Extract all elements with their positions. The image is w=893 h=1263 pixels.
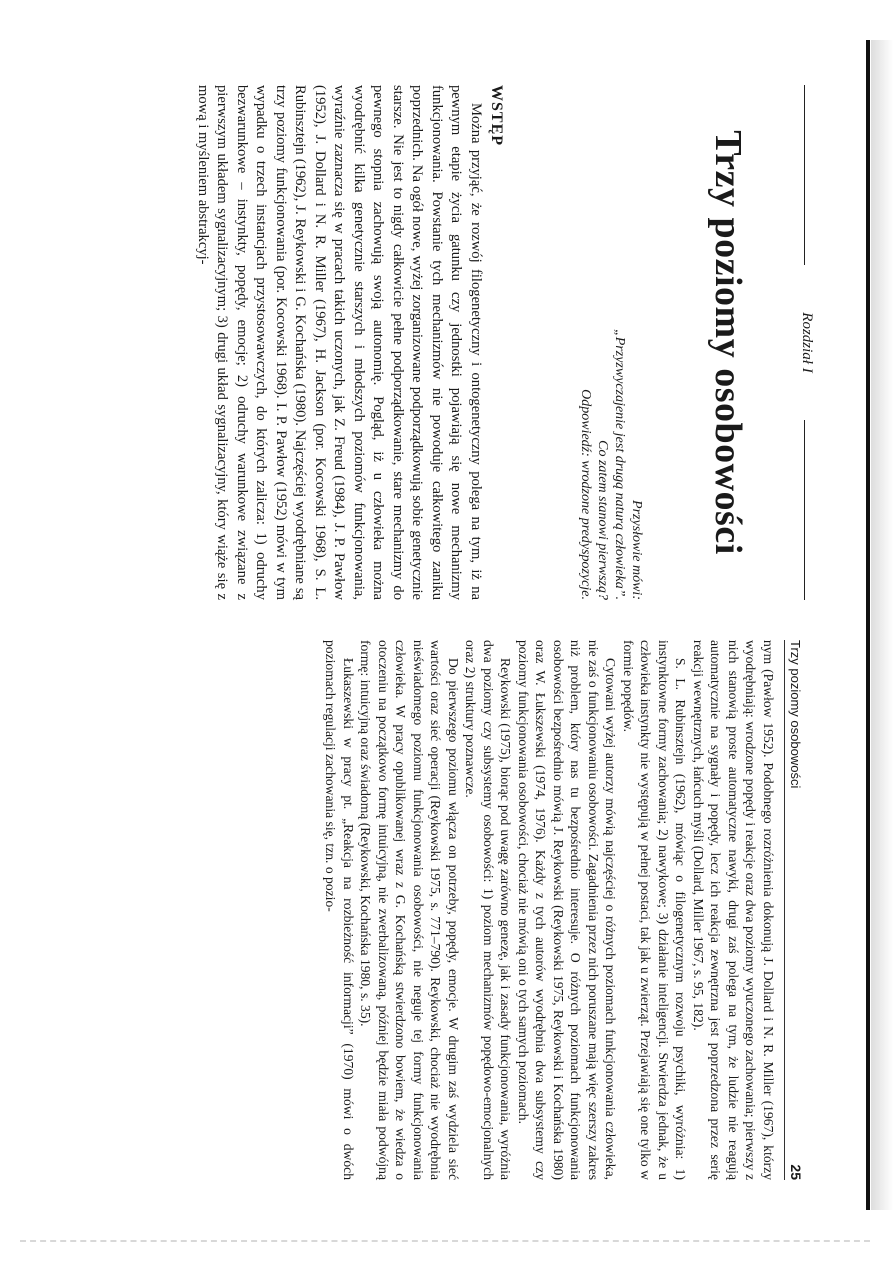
paragraph: S. L. Rubinsztejn (1962), mówiąc o filogenetycznym rozwoju psychiki, wyróżnia: 1) instynktowne formy zachowania; 2) nawykowe; 3) działanie inteligencji. Stwierdza jednak, że u człowieka instynkty nie występują w pełnej postaci, tak jak u zwierząt. Przejawiają się one tylko w formie popędów. — [621, 640, 689, 1180]
paragraph: nym (Pawłow 1952). Podobnego rozróżnienia dokonują J. Dollard i N. R. Miller (1967), którzy wyodrębniają: wrodzone popędy i reakcje oraz dwa poziomy wyuczonego zachowania; pierwszy z nich stanowią proste automatyczne nawyki, drugi zaś polega na tym, że ludzie nie reagują automatycznie na sygnały i popędy, lecz ich reakcja zewnętrzna jest poprzedzona przez serię reakcji wewnętrznych, łańcuch myśli (Dollard, Miller 1967, s. 95, 182). — [691, 640, 776, 1180]
section-heading: WSTĘP — [488, 85, 505, 147]
running-head: Trzy poziomy osobowości — [788, 640, 803, 789]
page-25 — [60, 640, 805, 1180]
chapter-title: Trzy poziomy osobowości — [707, 130, 749, 555]
epigraph-line: Co zatem stanowi pierwszą? — [595, 440, 610, 600]
running-header — [784, 640, 805, 1180]
epigraph-line: Odpowiedź: wrodzone predyspozycje. — [578, 389, 593, 600]
chapter-label: Rozdział I — [798, 85, 815, 600]
scan-edge — [20, 1240, 870, 1248]
epigraph — [577, 85, 645, 600]
paragraph: Reykowski (1975), biorąc pod uwagę zarówno genezę, jak i zasady funkcjonowania, wyróżnia dwa poziomy czy subsystemy osobowości: 1) poziom mechanizmów popędowo-emocjonalnych oraz 2) struktury poznawcze. — [463, 640, 514, 1180]
page-number: 25 — [788, 1164, 804, 1180]
epigraph-line: Przysłowie mówi: — [629, 500, 644, 600]
paragraph: Cytowani wyżej autorzy mówią najczęściej o różnych poziomach funkcjonowania człowieka, nie zaś o funkcjonowaniu osobowości. Zagadnienia przez nich poruszane mają więc szerszy zakres niż problem, który nas tu bezpośrednio interesuje. O różnych poziomach funkcjonowania osobowości bezpośrednio mówią J. Reykowski (Reykowski 1975, Reykowski i Kochańska 1980) oraz W. Łukszewski (1974, 1976). Każdy z tych autorów wyodrębnia dwa subsystemy czy poziomy funkcjonowania osobowości, chociaż nie mówią oni o tych samych poziomach. — [516, 640, 619, 1180]
body-text — [322, 640, 777, 1180]
body-text — [193, 85, 486, 600]
paragraph: Łukaszewski w pracy pt. „Reakcja na rozbieżność informacji” (1970) mówi o dwóch poziomach regulacji zachowania się, tzn. o pozio- — [323, 640, 356, 1180]
book-spine — [866, 40, 870, 1210]
paragraph: Do pierwszego poziomu włącza on potrzeby, popędy, emocje. W drugim zaś wydziela sieć wartości oraz sieć operacji (Reykowski 1975, s. 771–790). Reykowski, chociaż nie wyodrębnia nieświadomego poziomu funkcjonowania osobowości, nie neguje tej formy funkcjonowania człowieka. W pracy opublikowanej wraz z G. Kochańską stwierdzono bowiem, że wiedza o otoczeniu na początkowo formę intuicyjną, nie zwerbalizowaną, później będzie miała podwójną formę: intuicyjną oraz świadomą (Reykowski, Kochańska 1980, s. 35). — [358, 640, 461, 1180]
epigraph-line: „Przyzwyczajenie jest drugą naturą człowieka”. — [612, 328, 627, 600]
chapter-page — [65, 85, 815, 600]
paragraph: Można przyjąć, że rozwój filogenetyczny i ontogenetyczny polega na tym, iż na pewnym etapie życia gatunku czy jednostki pojawiają się nowe mechanizmy funkcjonowania. Powstanie tych mechanizmów nie powoduje całkowitego zaniku poprzednich. Na ogół nowe, wyżej zorganizowane podporządkowują sobie genetycznie starsze. Nie jest to nigdy całkowicie pełne podporządkowanie, stare mechanizmy do pewnego stopnia zachowują swoją autonomię. Pogląd, iż u człowieka można wyodrębnić kilka genetycznie starszych i młodszych poziomów funkcjonowania, wyraźnie zaznacza się w pracach takich uczonych, jak Z. Freud (1984), J. P. Pawłow (1952), J. Dollard i N. R. Miller (1967), H. Jackson (por. Kocowski 1968), S. L. Rubinsztejn (1962), J. Reykowski i G. Kochańska (1980). Najczęściej wyodrębniane są trzy poziomy funkcjonowania (por. Kocowski 1968). I. P. Pawłow (1952) mówi w tym wypadku o trzech instancjach przystosowawczych, do których zalicza: 1) odruchy bezwarunkowe – instynkty, popędy, emocje; 2) odruchy warunkowe związane z pierwszym układem sygnalizacyjnym; 3) drugi układ sygnalizacyjny, który wiąże się z mową i myśleniem abstrakcyj- — [195, 85, 484, 600]
spine-shadow — [871, 40, 893, 1210]
